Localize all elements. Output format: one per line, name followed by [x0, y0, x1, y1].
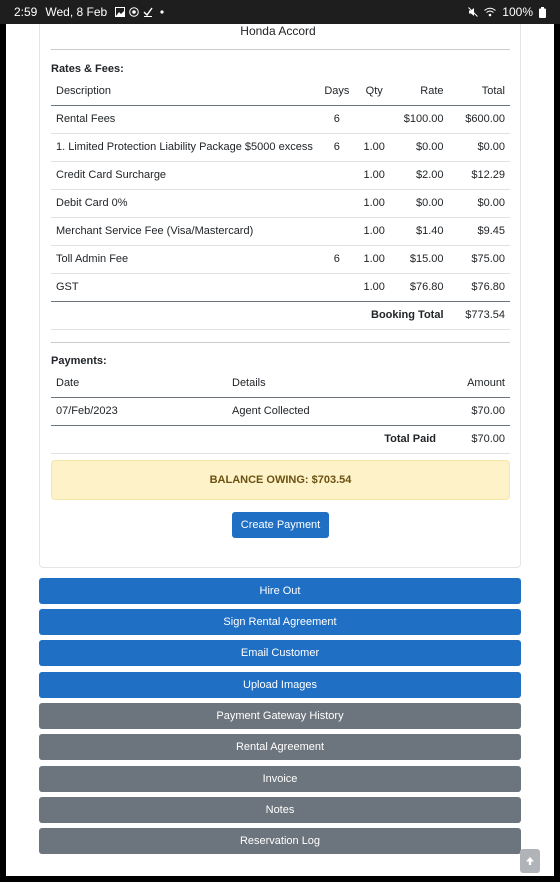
payments-header-row [51, 369, 510, 397]
row-days [318, 189, 356, 217]
notification-icons [115, 7, 167, 17]
row-total: $600.00 [449, 105, 510, 133]
row-rate: $76.80 [393, 273, 449, 301]
table-row [51, 189, 510, 217]
row-total: $75.00 [449, 245, 510, 273]
col-rate: Rate [393, 77, 449, 105]
payment-amount: $70.00 [441, 397, 510, 425]
row-days [318, 217, 356, 245]
rates-header-row [51, 77, 510, 105]
row-description: GST [51, 273, 318, 301]
row-rate: $2.00 [393, 161, 449, 189]
status-date: Wed, 8 Feb [45, 5, 108, 19]
total-paid-row [51, 425, 510, 453]
row-qty: 1.00 [356, 133, 393, 161]
status-bar [0, 0, 560, 24]
wifi-icon [484, 7, 496, 17]
row-qty: 1.00 [356, 161, 393, 189]
record-icon [129, 7, 139, 17]
row-qty: 1.00 [356, 273, 393, 301]
row-description: Rental Fees [51, 105, 318, 133]
payment-details: Agent Collected [227, 397, 441, 425]
table-row [51, 273, 510, 301]
col-details: Details [227, 369, 441, 397]
col-days: Days [318, 77, 356, 105]
battery-percent: 100% [502, 5, 533, 19]
row-total: $0.00 [449, 133, 510, 161]
table-row [51, 161, 510, 189]
row-total: $76.80 [449, 273, 510, 301]
reservation-log-button[interactable]: Reservation Log [39, 828, 521, 854]
row-qty: 1.00 [356, 217, 393, 245]
vehicle-name: Honda Accord [240, 24, 316, 38]
payments-table [51, 369, 510, 454]
booking-total-label: Booking Total [51, 301, 449, 329]
col-total: Total [449, 77, 510, 105]
table-row [51, 245, 510, 273]
row-total: $0.00 [449, 189, 510, 217]
row-rate: $1.40 [393, 217, 449, 245]
col-qty: Qty [356, 77, 393, 105]
col-description: Description [51, 77, 318, 105]
payments-title: Payments: [51, 355, 107, 367]
row-rate: $15.00 [393, 245, 449, 273]
row-description: Merchant Service Fee (Visa/Mastercard) [51, 217, 318, 245]
app-screen [6, 24, 554, 876]
upload-images-button[interactable]: Upload Images [39, 672, 521, 698]
divider [51, 49, 510, 50]
booking-total-value: $773.54 [449, 301, 510, 329]
balance-owing-alert: BALANCE OWING: $703.54 [51, 460, 510, 500]
table-row [51, 105, 510, 133]
table-row [51, 397, 510, 425]
row-qty: 1.00 [356, 189, 393, 217]
status-right [468, 5, 546, 19]
row-days [318, 273, 356, 301]
status-time: 2:59 [14, 5, 38, 19]
row-rate: $100.00 [393, 105, 449, 133]
row-description: 1. Limited Protection Liability Package $5000 excess [51, 133, 318, 161]
booking-summary-card [39, 24, 521, 568]
total-paid-value: $70.00 [441, 425, 510, 453]
row-total: $9.45 [449, 217, 510, 245]
row-total: $12.29 [449, 161, 510, 189]
payment-date: 07/Feb/2023 [51, 397, 227, 425]
row-qty [356, 105, 393, 133]
row-description: Debit Card 0% [51, 189, 318, 217]
row-days [318, 161, 356, 189]
table-row [51, 217, 510, 245]
mute-icon [468, 7, 478, 17]
task-done-icon [143, 7, 153, 17]
row-rate: $0.00 [393, 189, 449, 217]
row-rate: $0.00 [393, 133, 449, 161]
col-amount: Amount [441, 369, 510, 397]
status-left [14, 5, 167, 19]
create-payment-button[interactable]: Create Payment [232, 512, 329, 538]
table-row [51, 133, 510, 161]
arrow-up-icon [525, 856, 535, 866]
divider [51, 342, 510, 343]
row-days: 6 [318, 133, 356, 161]
rates-fees-title: Rates & Fees: [51, 63, 124, 75]
notes-button[interactable]: Notes [39, 797, 521, 823]
row-qty: 1.00 [356, 245, 393, 273]
email-customer-button[interactable]: Email Customer [39, 640, 521, 666]
total-paid-label: Total Paid [51, 425, 441, 453]
row-description: Credit Card Surcharge [51, 161, 318, 189]
gallery-icon [115, 7, 125, 17]
scroll-to-top-button[interactable] [520, 849, 540, 873]
hire-out-button[interactable]: Hire Out [39, 578, 521, 604]
booking-total-row [51, 301, 510, 329]
dot-icon [157, 7, 167, 17]
invoice-button[interactable]: Invoice [39, 766, 521, 792]
rental-agreement-button[interactable]: Rental Agreement [39, 734, 521, 760]
row-description: Toll Admin Fee [51, 245, 318, 273]
row-days: 6 [318, 245, 356, 273]
col-date: Date [51, 369, 227, 397]
row-days: 6 [318, 105, 356, 133]
payment-gateway-history-button[interactable]: Payment Gateway History [39, 703, 521, 729]
sign-rental-agreement-button[interactable]: Sign Rental Agreement [39, 609, 521, 635]
rates-table [51, 77, 510, 330]
battery-icon [539, 7, 546, 18]
